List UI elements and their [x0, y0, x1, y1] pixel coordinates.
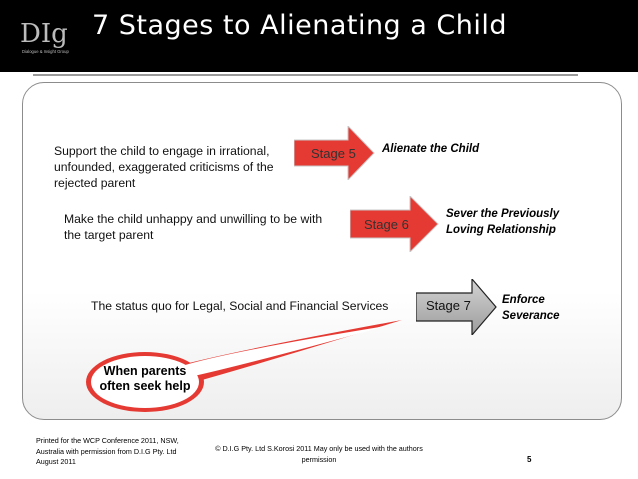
- title-divider: [33, 74, 578, 76]
- page-number: 5: [527, 455, 532, 464]
- stage-6-result: Sever the Previously Loving Relationship: [446, 208, 560, 236]
- callout-text: When parents often seek help: [99, 364, 191, 393]
- footer-copyright: © D.I.G Pty. Ltd S.Korosi 2011 May only be used with the authors permission: [215, 444, 423, 464]
- stage-5-result: Alienate the Child: [382, 143, 480, 155]
- title-bar: [0, 0, 638, 72]
- stage-6-description: Make the child unhappy and unwilling to be with the target parent: [64, 212, 323, 242]
- page-title: 7 Stages to Alienating a Child: [92, 10, 508, 41]
- stage-5-description: Support the child to engage in irrational, unfounded, exaggerated criticisms of the rejected parent: [54, 144, 274, 190]
- stage-5-label: Stage 5: [311, 146, 356, 161]
- logo-mark: DIg: [20, 19, 68, 49]
- dig-logo: [18, 16, 74, 56]
- stage-7-description: The status quo for Legal, Social and Financial Services: [91, 299, 389, 313]
- footer-print-note: Printed for the WCP Conference 2011, NSW, Australia with permission from D.I.G Pty. Ltd August 2011: [36, 436, 179, 466]
- stage-6-label: Stage 6: [364, 217, 409, 232]
- stage-7-label: Stage 7: [426, 298, 471, 313]
- logo-tagline: Dialogue & Insight Group: [22, 49, 69, 54]
- stage-7-result: Enforce Severance: [502, 294, 560, 322]
